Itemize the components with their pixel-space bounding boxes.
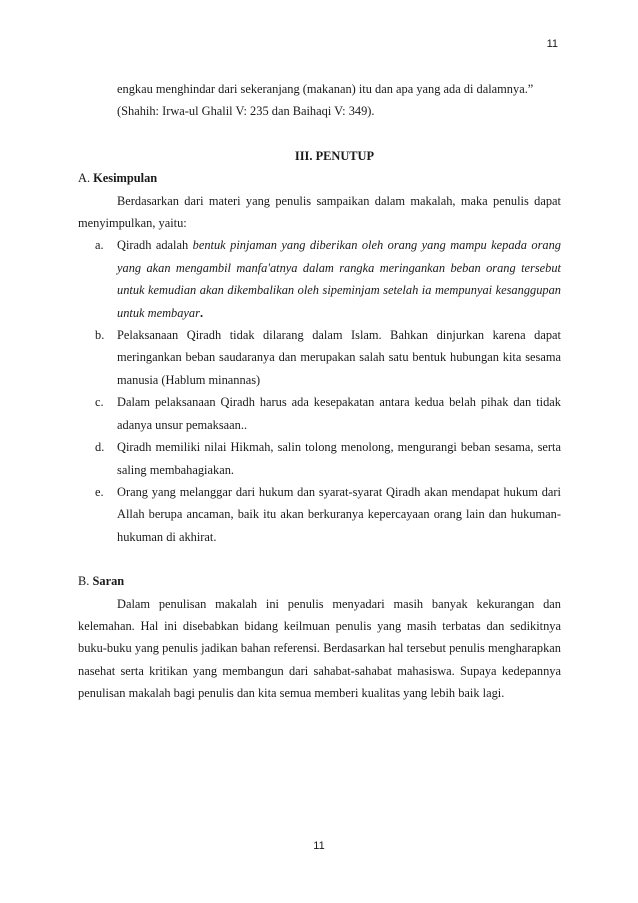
hadith-quote [78, 78, 561, 123]
section-b-marker: B. [78, 574, 90, 589]
point-tail: . [199, 305, 204, 320]
quote-line-1: engkau menghindar dari sekeranjang (makanan) itu dan apa yang ada di dalamnya.” [117, 82, 534, 96]
point-text: Pelaksanaan Qiradh tidak dilarang dalam Islam. Bahkan dinjurkan karena dapat meringankan beban saudaranya dan merupakan salah satu bentuk hubungan kita sesama manusia (Hablum minannas) [117, 328, 561, 387]
point-italic-text: bentuk pinjaman yang diberikan oleh orang yang mampu kepada orang yang akan mengambil manfa'atnya dalam rangka meringankan beban orang tersebut untuk kemudian akan dikembalikan oleh sipeminjam setelah ia mempunyai kesanggupan untuk membayar [117, 238, 561, 320]
list-marker: b. [95, 328, 105, 343]
section-a-marker: A. [78, 171, 91, 186]
list-item [95, 436, 561, 481]
point-text: Qiradh adalah [117, 238, 193, 253]
quote-citation: (Shahih: Irwa-ul Ghalil V: 235 dan Baihaqi V: 349). [117, 104, 375, 119]
section-spacer [78, 548, 561, 570]
page-content [78, 78, 561, 705]
page-number-top: 11 [546, 38, 558, 50]
section-b-title: Saran [92, 574, 125, 589]
list-item [95, 234, 561, 324]
list-marker: e. [95, 484, 104, 499]
section-b-paragraph: Dalam penulisan makalah ini penulis menyadari masih banyak kekurangan dan kelemahan. Hal ini disebabkan bidang keilmuan penulis yang masih terbatas dan sedikitnya buku-buku yang penulis jadikan bahan referensi. Berdasarkan hal tersebut penulis mengharapkan nasehat serta kritikan yang membangun dari sahabat-sahabat mahasiswa. Supaya kedepannya penulisan makalah bagi penulis dan kita semua memberi kualitas yang lebih baik lagi. [78, 596, 561, 701]
list-marker: c. [95, 395, 104, 410]
chapter-title: III. PENUTUP [294, 148, 375, 163]
page-number-bottom: 11 [313, 840, 325, 852]
point-text: Dalam pelaksanaan Qiradh harus ada kesepakatan antara kedua belah pihak dan tidak adanya unsur pemaksaan.. [117, 395, 561, 432]
section-b-heading [78, 570, 561, 592]
point-text: Qiradh memiliki nilai Hikmah, salin tolong menolong, mengurangi beban sesama, serta saling membahagiakan. [117, 440, 561, 477]
list-item [95, 391, 561, 436]
point-text: Orang yang melanggar dari hukum dan syarat-syarat Qiradh akan mendapat hukum dari Allah berupa ancaman, baik itu akan berkuranya kepercayaan orang lain dan hukuman-hukuman di akhirat. [117, 484, 561, 544]
section-a-heading [78, 167, 561, 189]
list-marker: d. [95, 440, 105, 455]
list-item [95, 324, 561, 391]
section-a-intro: Berdasarkan dari materi yang penulis sampaikan dalam makalah, maka penulis dapat menyimpulkan, yaitu: [78, 193, 561, 231]
section-a-title: Kesimpulan [93, 171, 158, 186]
list-marker: a. [95, 238, 104, 253]
list-item [95, 481, 561, 548]
conclusion-list [78, 234, 561, 548]
